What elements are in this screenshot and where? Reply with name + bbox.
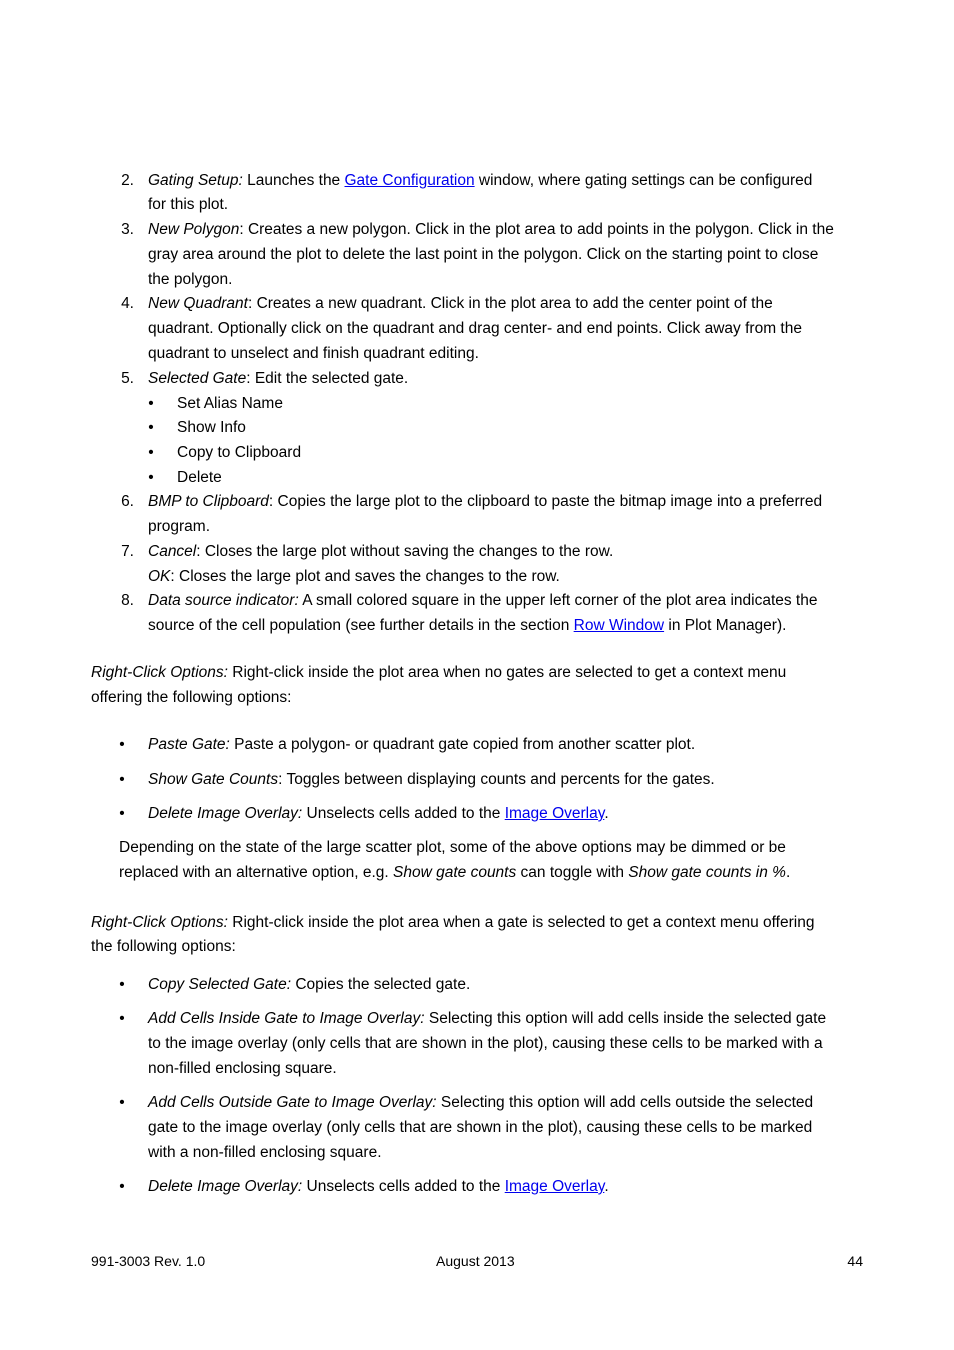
- item-term: BMP to Clipboard: [148, 493, 269, 510]
- page-number: 44: [847, 1253, 863, 1269]
- list-number: 8.: [121, 592, 134, 609]
- item-text: window, where gating settings can be configured: [474, 172, 813, 189]
- sub-item: Delete: [177, 469, 222, 486]
- bullet-item-text: to the image overlay (only cells that are shown in the plot), causing these cells to be marked with a: [148, 1035, 823, 1052]
- item-text: Paste a polygon- or quadrant gate copied from another scatter plot.: [229, 736, 696, 753]
- item-text: : Creates a new quadrant. Click in the plot area to add the center point of the: [247, 295, 773, 312]
- item-text: Selecting this option will add cells outside the selected: [436, 1094, 814, 1111]
- paragraph-text: Right-click inside the plot area when no gates are selected to get a context menu: [227, 664, 787, 681]
- bullet-item-text: with a non-filled enclosing square.: [148, 1144, 382, 1161]
- note-text-part: .: [785, 864, 791, 881]
- list-number: 5.: [121, 370, 134, 387]
- item-term: Delete Image Overlay:: [148, 805, 303, 822]
- item-text: : Toggles between displaying counts and percents for the gates.: [278, 771, 715, 788]
- item-text: A small colored square in the upper left corner of the plot area indicates the: [298, 592, 818, 609]
- bullet: •: [148, 444, 154, 461]
- item-text: Launches the: [242, 172, 345, 189]
- bullet: •: [119, 736, 125, 753]
- paragraph-text: Right-click inside the plot area when a gate is selected to get a context menu offering: [227, 914, 815, 931]
- bullet-item-text: gate to the image overlay (only cells that are shown in the plot), causing these cells to be marked: [148, 1119, 813, 1136]
- item-term: New Quadrant: [148, 295, 248, 312]
- item-term: Show Gate Counts: [148, 771, 279, 788]
- list-item-text: gray area around the plot to delete the last point in the polygon. Click on the starting point to close: [148, 246, 819, 263]
- list-item-text: [148, 567, 560, 587]
- list-item-text: [148, 492, 822, 512]
- list-item-text: [148, 616, 786, 636]
- item-text: Copies the selected gate.: [291, 976, 471, 993]
- sub-item: Set Alias Name: [177, 395, 283, 412]
- footer-date: August 2013: [436, 1253, 515, 1269]
- list-item-text: [148, 369, 408, 389]
- item-text: .: [604, 805, 609, 822]
- list-item-text: program.: [148, 518, 211, 535]
- bullet: •: [148, 469, 154, 486]
- item-text: Unselects cells added to the: [302, 805, 505, 822]
- item-term: Add Cells Outside Gate to Image Overlay:: [148, 1094, 437, 1111]
- paragraph: offering the following options:: [91, 689, 292, 706]
- sub-item: Copy to Clipboard: [177, 444, 302, 461]
- bullet: •: [148, 395, 154, 412]
- list-item-text: [148, 171, 812, 191]
- item-term: Copy Selected Gate:: [148, 976, 292, 993]
- bullet: •: [119, 1178, 125, 1195]
- item-term: Delete Image Overlay:: [148, 1178, 303, 1195]
- item-text: .: [604, 1178, 609, 1195]
- bullet: •: [119, 976, 125, 993]
- gate-configuration-link[interactable]: Gate Configuration: [344, 172, 475, 189]
- item-text: Selecting this option will add cells inside the selected gate: [424, 1010, 827, 1027]
- paragraph-term: Right-Click Options:: [91, 664, 228, 681]
- item-text: : Edit the selected gate.: [246, 370, 409, 387]
- item-text: : Closes the large plot without saving the changes to the row.: [196, 543, 614, 560]
- bullet-item: [148, 804, 609, 824]
- note-italic: Show gate counts: [393, 864, 517, 881]
- list-item-text: for this plot.: [148, 196, 229, 213]
- item-text: in Plot Manager).: [664, 617, 787, 634]
- bullet-item: [148, 1009, 826, 1029]
- paragraph-term: Right-Click Options:: [91, 914, 228, 931]
- image-overlay-link[interactable]: Image Overlay: [504, 1178, 605, 1195]
- item-text: Unselects cells added to the: [302, 1178, 505, 1195]
- bullet-item: [148, 735, 695, 755]
- bullet-item: [148, 1093, 813, 1113]
- bullet-item-text: non-filled enclosing square.: [148, 1060, 337, 1077]
- row-window-link[interactable]: Row Window: [573, 617, 665, 634]
- item-term: Cancel: [148, 543, 197, 560]
- list-item-text: quadrant to unselect and finish quadrant editing.: [148, 345, 479, 362]
- list-item-text: quadrant. Optionally click on the quadrant and drag center- and end points. Click away from the: [148, 320, 802, 337]
- note-text: [119, 863, 790, 883]
- bullet: •: [119, 805, 125, 822]
- list-number: 7.: [121, 543, 134, 560]
- item-term: Paste Gate:: [148, 736, 230, 753]
- item-term: Data source indicator:: [148, 592, 299, 609]
- item-term: Selected Gate: [148, 370, 247, 387]
- item-term: Add Cells Inside Gate to Image Overlay:: [148, 1010, 425, 1027]
- bullet: •: [119, 771, 125, 788]
- bullet-item: [148, 1177, 609, 1197]
- item-text: : Creates a new polygon. Click in the plot area to add points in the polygon. Click in the: [239, 221, 834, 238]
- list-item-text: [148, 294, 773, 314]
- sub-item: Show Info: [177, 419, 246, 436]
- footer-doc-number: 991-3003 Rev. 1.0: [91, 1253, 206, 1269]
- note-text-part: replaced with an alternative option, e.g.: [119, 864, 394, 881]
- paragraph: the following options:: [91, 938, 236, 955]
- item-term: Gating Setup:: [148, 172, 243, 189]
- bullet: •: [119, 1094, 125, 1111]
- paragraph: [91, 913, 814, 933]
- note-text-part: can toggle with: [516, 864, 629, 881]
- item-term: OK: [148, 568, 171, 585]
- list-item-text: [148, 591, 817, 611]
- item-term: New Polygon: [148, 221, 240, 238]
- list-number: 2.: [121, 172, 134, 189]
- list-number: 4.: [121, 295, 134, 312]
- item-text: source of the cell population (see further details in the section: [148, 617, 574, 634]
- paragraph: [91, 663, 786, 683]
- bullet-item: [148, 770, 715, 790]
- note-italic: Show gate counts in %: [628, 864, 786, 881]
- list-number: 3.: [121, 221, 134, 238]
- bullet-item: [148, 975, 470, 995]
- list-item-text: the polygon.: [148, 271, 233, 288]
- list-item-text: [148, 542, 613, 562]
- item-text: : Closes the large plot and saves the changes to the row.: [170, 568, 560, 585]
- list-item-text: [148, 220, 834, 240]
- note-text: Depending on the state of the large scatter plot, some of the above options may be dimmed or be: [119, 839, 786, 856]
- bullet: •: [148, 419, 154, 436]
- image-overlay-link[interactable]: Image Overlay: [504, 805, 605, 822]
- list-number: 6.: [121, 493, 134, 510]
- bullet: •: [119, 1010, 125, 1027]
- item-text: : Copies the large plot to the clipboard to paste the bitmap image into a preferred: [268, 493, 823, 510]
